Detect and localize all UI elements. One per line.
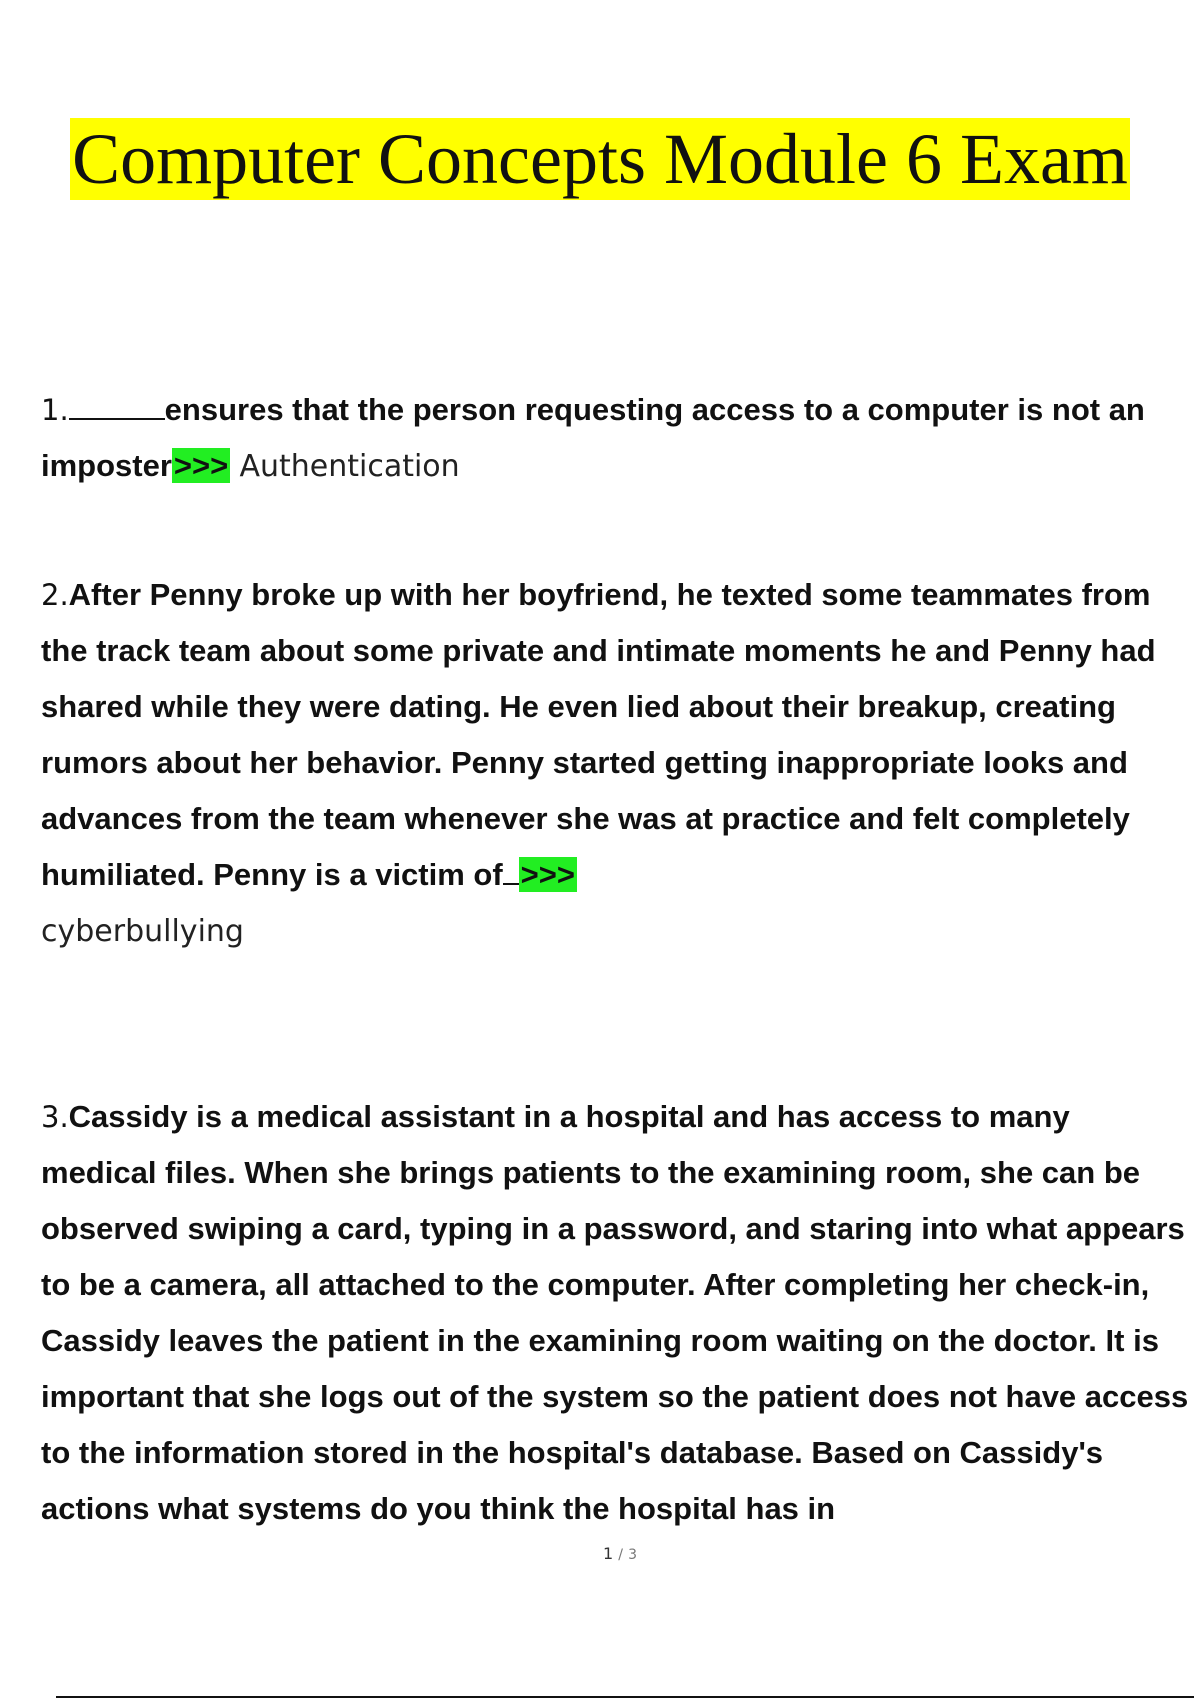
document-title: Computer Concepts Module 6 Exam — [72, 119, 1128, 199]
answer-marker: >>> — [173, 448, 229, 483]
answer-blank — [503, 861, 519, 885]
question-text: ensures that the person requesting access to a computer is not an imposter — [41, 392, 1145, 483]
page-separator: / — [618, 1547, 623, 1563]
question-2 — [41, 567, 1191, 960]
question-number: 2. — [41, 578, 69, 612]
question-3 — [41, 1089, 1191, 1537]
answer-blank — [69, 396, 165, 420]
question-text: After Penny broke up with her boyfriend, he texted some teammates from the track team about some private and intimate moments he and Penny had shared while they were dating. He even lied about their breakup, creating rumors about her behavior. Penny started getting inappropriate looks and advances from the team whenever she was at practice and felt completely humiliated. Penny is a victim of — [41, 577, 1156, 892]
page-total: 3 — [628, 1547, 637, 1563]
title-container — [0, 118, 1200, 200]
answer-text: cyberbullying — [41, 914, 244, 949]
question-1 — [41, 382, 1191, 495]
question-text: Cassidy is a medical assistant in a hospital and has access to many medical files. When she brings patients to the examining room, she can be observed swiping a card, typing in a password, and staring into what appears to be a camera, all attached to the computer. After completing her check-in, Cassidy leaves the patient in the examining room waiting on the doctor. It is important that she logs out of the system so the patient does not have access to the information stored in the hospital's database. Based on Cassidy's actions what systems do you think the hospital has in — [41, 1099, 1189, 1526]
footer-divider — [56, 1696, 1194, 1698]
question-number: 1. — [41, 393, 69, 427]
answer-text: Authentication — [239, 449, 460, 484]
question-number: 3. — [41, 1100, 69, 1134]
page-number — [0, 1544, 1200, 1563]
answer-marker: >>> — [520, 857, 575, 892]
page-current: 1 — [602, 1544, 614, 1563]
